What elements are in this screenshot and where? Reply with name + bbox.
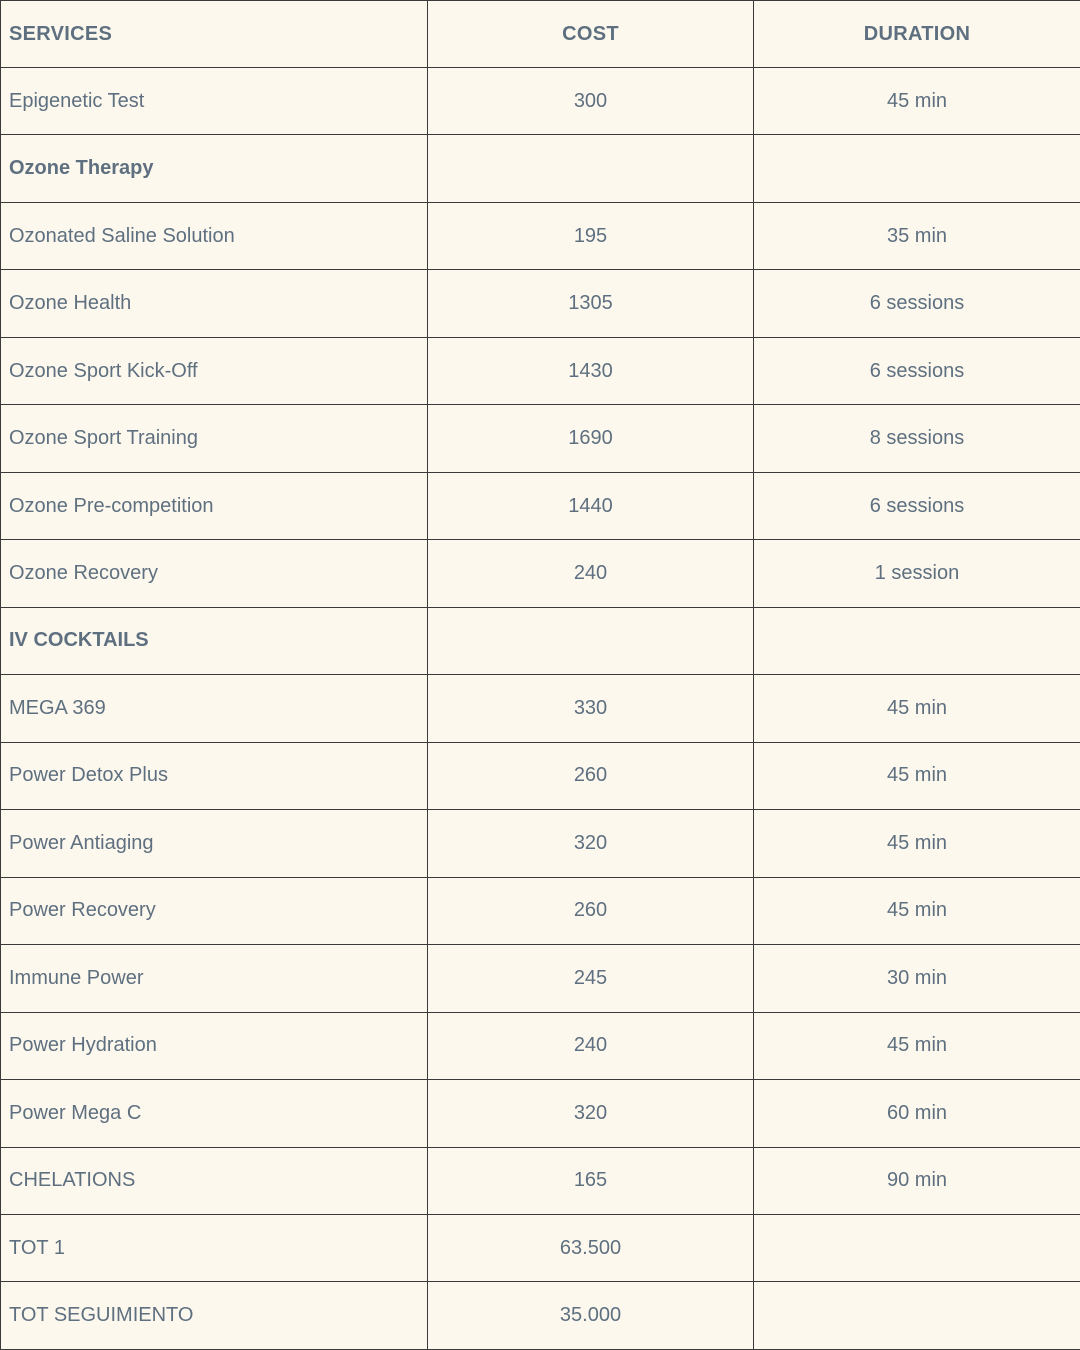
cost-cell: 1305 [428,270,754,337]
cost-cell: 320 [428,1080,754,1147]
table-row [1,945,1080,1012]
duration-cell: 1 session [754,540,1080,607]
duration-cell: 60 min [754,1080,1080,1147]
service-cell: Power Antiaging [1,810,428,877]
table-body [1,68,1080,1350]
section-header-row [1,607,1080,674]
duration-cell: 45 min [754,1012,1080,1079]
table-row [1,742,1080,809]
service-cell: Ozone Pre-competition [1,472,428,539]
header-services: SERVICES [1,1,428,68]
service-cell: Ozone Health [1,270,428,337]
service-cell: IV COCKTAILS [1,607,428,674]
duration-cell [754,607,1080,674]
duration-cell: 6 sessions [754,270,1080,337]
cost-cell: 260 [428,877,754,944]
duration-cell [754,1214,1080,1281]
cost-cell: 240 [428,540,754,607]
duration-cell [754,1282,1080,1350]
table-row [1,405,1080,472]
table-row [1,1012,1080,1079]
cost-cell [428,135,754,202]
cost-cell: 320 [428,810,754,877]
service-cell: Ozone Sport Training [1,405,428,472]
service-cell: Epigenetic Test [1,68,428,135]
table-row [1,810,1080,877]
table-row [1,675,1080,742]
table-row [1,472,1080,539]
header-duration: DURATION [754,1,1080,68]
table-row [1,1080,1080,1147]
duration-cell: 6 sessions [754,472,1080,539]
cost-cell: 260 [428,742,754,809]
service-cell: Power Mega C [1,1080,428,1147]
cost-cell: 63.500 [428,1214,754,1281]
table-row [1,270,1080,337]
service-cell: Ozone Recovery [1,540,428,607]
duration-cell: 45 min [754,742,1080,809]
service-cell: Ozonated Saline Solution [1,202,428,269]
duration-cell [754,135,1080,202]
table-row [1,1214,1080,1281]
service-cell: Immune Power [1,945,428,1012]
cost-cell: 1690 [428,405,754,472]
service-cell: Power Recovery [1,877,428,944]
duration-cell: 45 min [754,810,1080,877]
duration-cell: 45 min [754,68,1080,135]
service-cell: Power Hydration [1,1012,428,1079]
header-cost: COST [428,1,754,68]
table-row [1,1147,1080,1214]
cost-cell [428,607,754,674]
table-header-row [1,1,1080,68]
service-cell: TOT 1 [1,1214,428,1281]
cost-cell: 245 [428,945,754,1012]
duration-cell: 30 min [754,945,1080,1012]
service-cell: Ozone Therapy [1,135,428,202]
cost-cell: 195 [428,202,754,269]
table-row [1,68,1080,135]
service-cell: Ozone Sport Kick-Off [1,337,428,404]
cost-cell: 165 [428,1147,754,1214]
cost-cell: 240 [428,1012,754,1079]
table-row [1,337,1080,404]
table-row [1,540,1080,607]
table-row [1,877,1080,944]
table-row [1,202,1080,269]
duration-cell: 8 sessions [754,405,1080,472]
duration-cell: 45 min [754,675,1080,742]
duration-cell: 90 min [754,1147,1080,1214]
cost-cell: 1440 [428,472,754,539]
cost-cell: 300 [428,68,754,135]
duration-cell: 45 min [754,877,1080,944]
cost-cell: 35.000 [428,1282,754,1350]
duration-cell: 35 min [754,202,1080,269]
cost-cell: 1430 [428,337,754,404]
service-cell: MEGA 369 [1,675,428,742]
duration-cell: 6 sessions [754,337,1080,404]
service-cell: Power Detox Plus [1,742,428,809]
service-cell: TOT SEGUIMIENTO [1,1282,428,1350]
table-row [1,1282,1080,1350]
section-header-row [1,135,1080,202]
cost-cell: 330 [428,675,754,742]
service-cell: CHELATIONS [1,1147,428,1214]
